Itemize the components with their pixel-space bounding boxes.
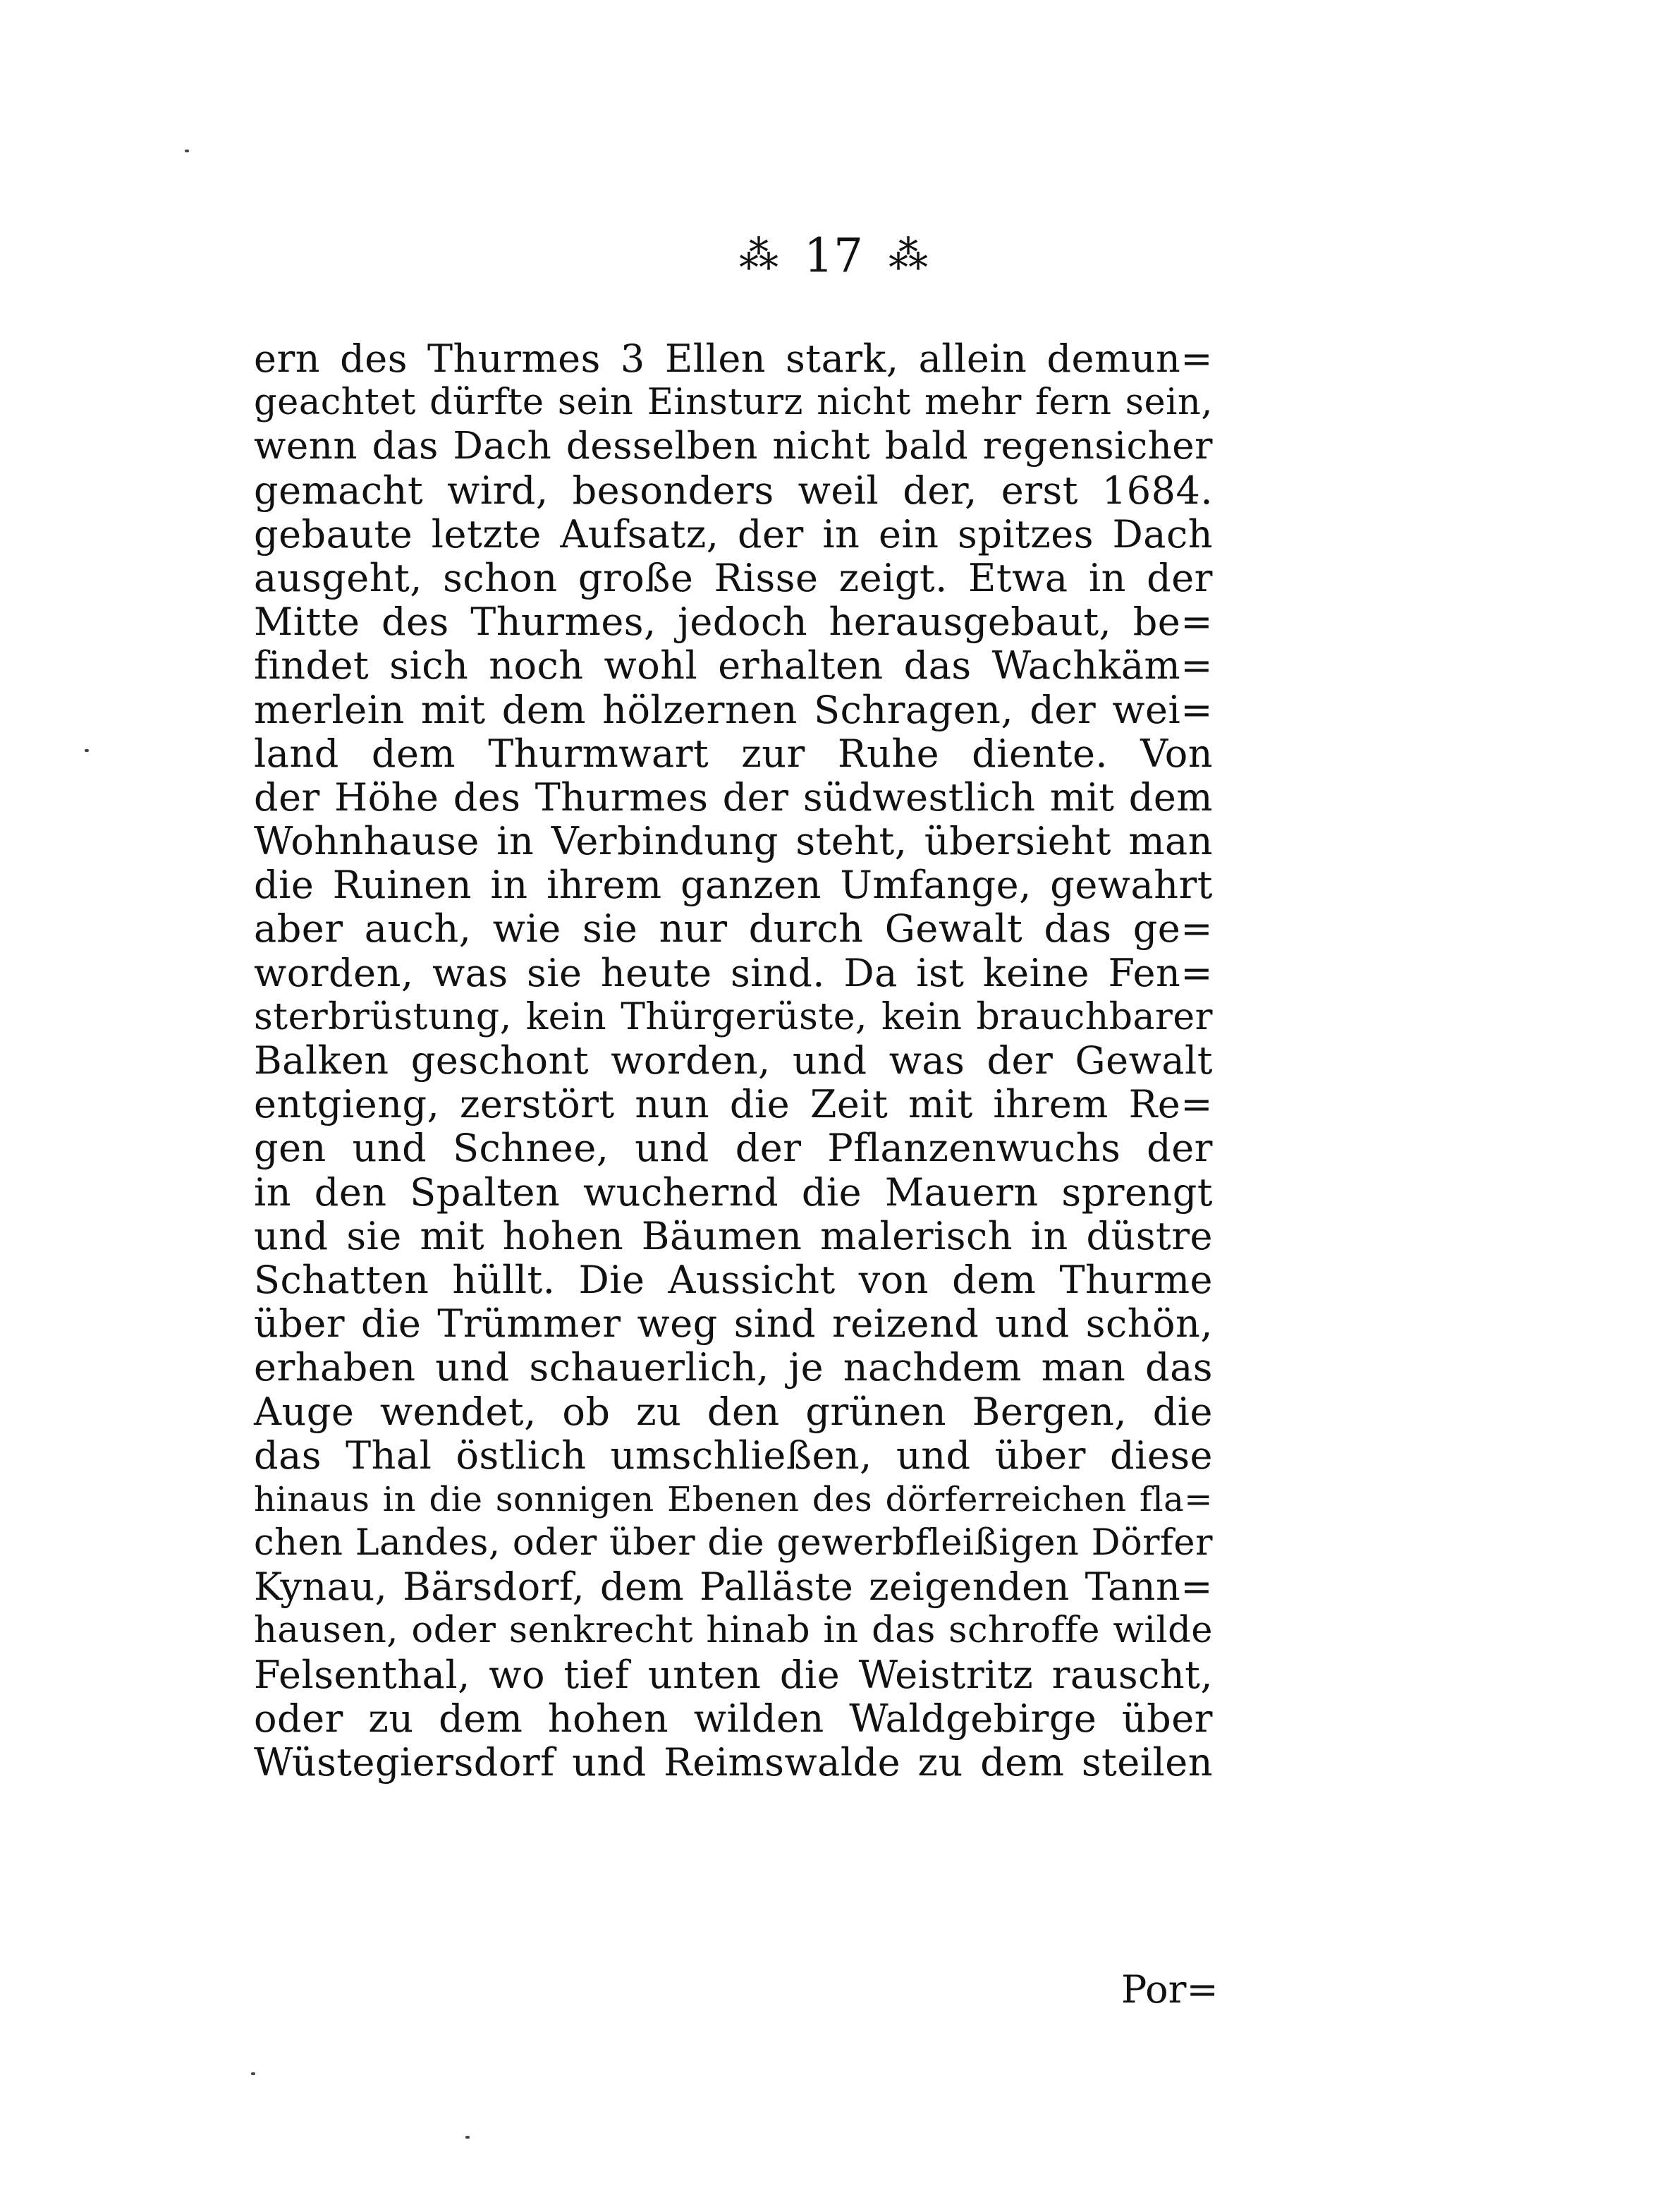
text-line: Wohnhause in Verbindung steht, übersieht man: [254, 819, 1213, 864]
text-line: gemacht wird, besonders weil der, erst 1684.: [254, 468, 1213, 513]
text-line: Schatten hüllt. Die Aussicht von dem Thurme: [254, 1257, 1213, 1302]
text-line: ern des Thurmes 3 Ellen stark, allein demun=: [254, 336, 1213, 381]
text-line: wenn das Dach desselben nicht bald regensicher: [254, 425, 1213, 468]
text-line: ausgeht, schon große Risse zeigt. Etwa in der: [254, 555, 1213, 600]
text-line: das Thal östlich umschließen, und über diese: [254, 1433, 1213, 1478]
text-line: aber auch, wie sie nur durch Gewalt das ge=: [254, 906, 1213, 952]
text-line: und sie mit hohen Bäumen malerisch in düstre: [254, 1213, 1213, 1258]
text-line: land dem Thurmwart zur Ruhe diente. Von: [254, 731, 1213, 776]
text-line: Balken geschont worden, und was der Gewalt: [254, 1038, 1213, 1083]
print-speck: [465, 2136, 470, 2139]
text-line: Wüstegiersdorf und Reimswalde zu dem steilen: [254, 1740, 1213, 1785]
text-line: merlein mit dem hölzernen Schragen, der wei=: [254, 687, 1213, 732]
text-line: gebaute letzte Aufsatz, der in ein spitzes Dach: [254, 511, 1213, 557]
text-line: gen und Schnee, und der Pflanzenwuchs der: [254, 1126, 1213, 1171]
print-speck: [251, 2072, 255, 2075]
text-line: Felsenthal, wo tief unten die Weistritz rauscht,: [254, 1652, 1213, 1697]
text-line: Auge wendet, ob zu den grünen Bergen, die: [254, 1389, 1213, 1434]
text-line: in den Spalten wuchernd die Mauern sprengt: [254, 1169, 1213, 1215]
text-line: die Ruinen in ihrem ganzen Umfange, gewahrt: [254, 863, 1213, 908]
page-number: 17: [804, 229, 863, 283]
text-line: worden, was sie heute sind. Da ist keine Fen=: [254, 950, 1213, 995]
print-speck: [185, 150, 189, 152]
print-speck: [85, 749, 89, 752]
page-header: [0, 229, 1667, 283]
text-line: hinaus in die sonnigen Ebenen des dörferreichen fla=: [254, 1479, 1213, 1519]
text-line: hausen, oder senkrecht hinab in das schroffe wilde: [254, 1610, 1213, 1652]
text-line: Mitte des Thurmes, jedoch herausgebaut, be=: [254, 600, 1213, 645]
text-line: entgieng, zerstört nun die Zeit mit ihrem Re=: [254, 1082, 1213, 1127]
text-line: erhaben und schauerlich, je nachdem man das: [254, 1345, 1213, 1390]
ornament-left-icon: ⁂: [739, 233, 778, 279]
body-text: [254, 337, 1213, 1785]
text-line: über die Trümmer weg sind reizend und schön,: [254, 1301, 1213, 1347]
catchword: Por=: [1121, 1967, 1219, 2012]
text-line: chen Landes, oder über die gewerbfleißigen Dörfer: [254, 1522, 1213, 1564]
text-line: oder zu dem hohen wilden Waldgebirge über: [254, 1696, 1213, 1741]
text-line: der Höhe des Thurmes der südwestlich mit dem: [254, 774, 1213, 820]
ornament-right-icon: ⁂: [888, 233, 928, 279]
text-line: sterbrüstung, kein Thürgerüste, kein brauchbarer: [254, 995, 1213, 1038]
text-line: Kynau, Bärsdorf, dem Palläste zeigenden Tann=: [254, 1564, 1213, 1610]
text-line: geachtet dürfte sein Einsturz nicht mehr fern sein,: [254, 382, 1213, 424]
text-line: findet sich noch wohl erhalten das Wachkäm=: [254, 643, 1213, 688]
